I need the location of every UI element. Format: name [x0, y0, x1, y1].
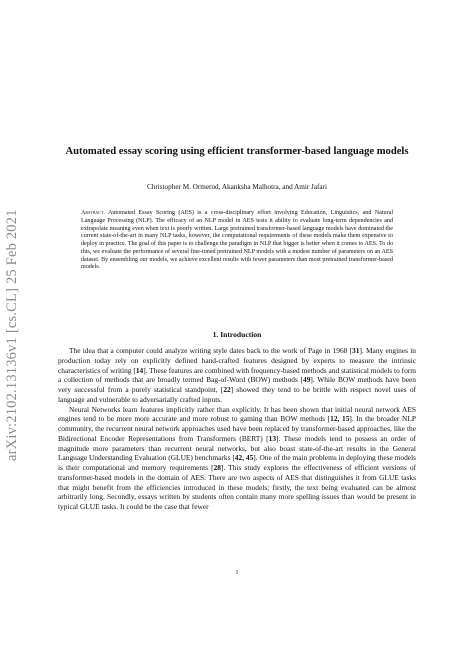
citation: 13	[268, 433, 277, 443]
paragraph-text: ]. In the broader NLP community, the recurrent neural network approaches used have been replaced by transformer-based approaches, like the Bidirectional Encoder Representations from Transformers (BERT) [	[58, 414, 416, 443]
paragraph-text: ]. While BOW methods have been very successful from a purely statistical standpoint, [	[58, 375, 416, 394]
abstract-text: Automated Essay Scoring (AES) is a cross-disciplinary effort involving Education, Linguistics, and Natural Language Processing (NLP). The efficacy of an NLP model in AES tests it ability to evaluate long-term dependencies and extrapolate meaning even when text is poorly written. Large pretrained transformer-based language models have dominated the current state-of-the-art in many NLP tasks, however, the computational requirements of these models make them expensive to deploy in practice. The goal of this paper is to challenge the paradigm in NLP that bigger is better when it comes to AES. To do this, we evaluate the performance of several fine-tuned pretrained NLP models with a modest number of parameters on an AES dataset. By ensembling our models, we achieve excellent results with fewer parameters than most pretrained transformer-based models.	[81, 210, 394, 271]
abstract-label: Abstract.	[81, 210, 105, 216]
paragraph-text: ] showed they tend to be brittle with respect novel uses of language and vulnerable to adversarially crafted inputs.	[58, 385, 416, 404]
citation: 42, 45	[234, 453, 254, 463]
section-heading: 1. Introduction	[212, 330, 262, 339]
arxiv-identifier-stamp: arXiv:2102.13136v1 [cs.CL] 25 Feb 2021	[4, 209, 20, 461]
abstract-block	[81, 210, 393, 272]
body-text	[58, 346, 416, 512]
paragraph-2	[58, 405, 416, 512]
paragraph-text: The idea that a computer could analyze writing style dates back to the work of Page in 1968 [	[69, 346, 353, 355]
paragraph-text: ]. One of the main problems in deploying these models is their computational and memory requirements [	[58, 453, 417, 472]
citation: 28	[213, 463, 221, 472]
citation: 31	[352, 346, 360, 355]
paragraph-1	[58, 346, 416, 405]
citation: 12, 15	[330, 414, 350, 424]
paragraph-text: Neural Networks learn features implicitly rather than explicitly. It has been shown that initial neural network AES engines tend to be more more accurate and more robust to gaming than BOW methods [	[58, 404, 416, 424]
citation: 22	[223, 385, 231, 394]
citation: 49	[303, 375, 311, 385]
paragraph-text: ]. These models tend to possess an order of magnitude more parameters than recurrent neural networks, but also boast state-of-the-art results in the General Language Understanding Evaluation (GLUE) benchmarks [	[58, 433, 417, 463]
citation: 14	[135, 365, 144, 375]
paper-title: Automated essay scoring using efficient transformer-based language models	[65, 146, 409, 157]
page-number: 1	[235, 570, 239, 576]
paragraph-text: ]. Many engines in production today rely on explicitly defined hand-crafted features designed by experts to measure the intrinsic characteristics of writing [	[58, 346, 416, 375]
paragraph-text: ]. This study explores the effectiveness of efficient versions of transformer-based models in the domain of AES. There are two aspects of AES that distinguishes it from GLUE tasks that might benefit from the efficiencies introduced in these models; firstly, the text being evaluated can be almost arbitrarily long. Secondly, essays written by students often contain many more spelling issues than would be present in typical GLUE tasks. It could be the case that fewer	[58, 463, 416, 511]
paragraph-text: ]. These features are combined with frequency-based methods and statistical models to form a collection of methods that are broadly termed Bag-of-Word (BOW) methods [	[58, 365, 416, 385]
paper-authors: Christopher M. Ormerod, Akanksha Malhotra, and Amir Jafari	[146, 183, 328, 191]
